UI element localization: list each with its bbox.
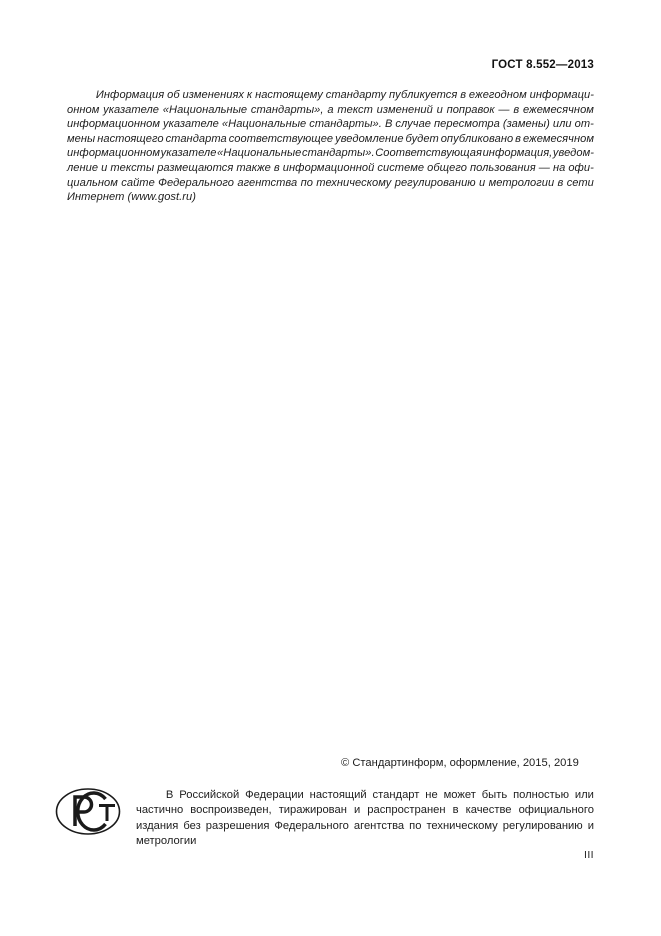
page-number: III (584, 849, 594, 861)
legal-line-last: метрологии (136, 835, 197, 848)
notice-line: Информация об изменениях к настоящему стандарту публикуется в ежегодном информаци- (95, 89, 594, 101)
rst-certification-mark-icon (55, 783, 121, 840)
notice-line: мены настоящего стандарта соответствующее уведомление будет опубликовано в ежемесячном (67, 132, 594, 145)
page-header-standard-designation: ГОСТ 8.552—2013 (491, 59, 594, 71)
amendment-notice-paragraph (67, 88, 594, 205)
legal-line: издания без разрешения Федерального агентства по техническому регулированию и (136, 819, 594, 832)
legal-line: частично воспроизведен, тиражирован и распространен в качестве официального (136, 804, 594, 817)
legal-line: В Российской Федерации настоящий стандарт не может быть полностью или (165, 789, 594, 801)
notice-line-last: Интернет (www.gost.ru) (67, 191, 197, 204)
notice-line: циальном сайте Федерального агентства по техническому регулированию и метрологии в сети (67, 176, 594, 189)
notice-line: информационном указателе «Национальные стандарты». Соответствующая информация, уведом- (67, 147, 594, 160)
reproduction-restriction-paragraph (136, 788, 594, 850)
notice-line: информационном указателе «Национальные стандарты». В случае пересмотра (замены) или от- (67, 118, 594, 131)
notice-line: ление и тексты размещаются также в информационной системе общего пользования — на офи- (67, 161, 594, 174)
copyright-notice: © Стандартинформ, оформление, 2015, 2019 (341, 757, 579, 769)
notice-line: онном указателе «Национальные стандарты», а текст изменений и поправок — в ежемесячном (67, 103, 594, 116)
